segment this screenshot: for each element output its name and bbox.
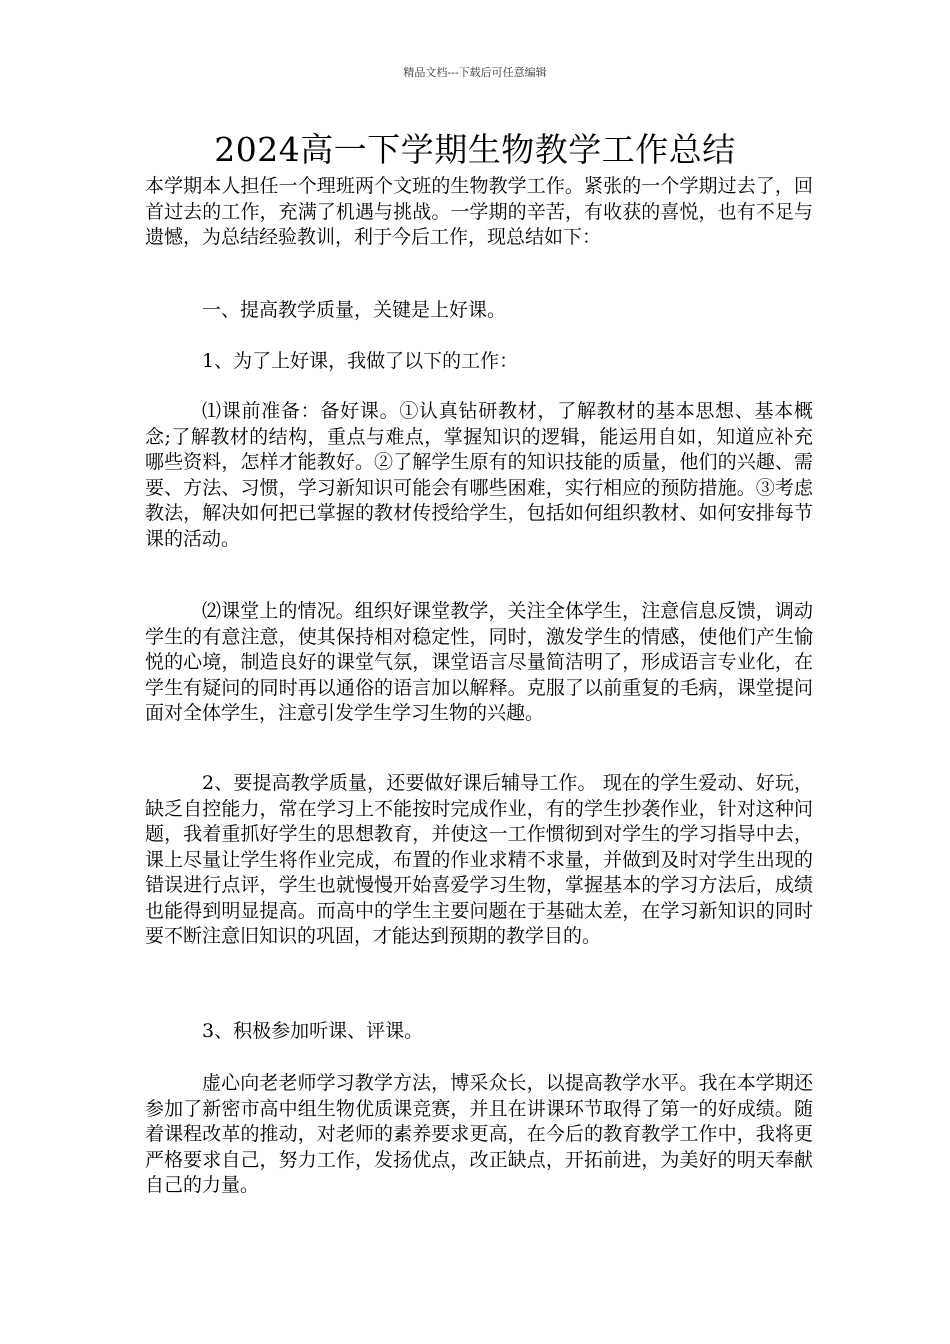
- after-class-paragraph: 2、要提高教学质量，还要做好课后辅导工作。 现在的学生爱动、好玩，缺乏自控能力，常在学习上不能按时完成作业，有的学生抄袭作业，针对这种问题，我着重抓好学生的思想教育，并使这一工作惯彻到对学生的学习指导中去，课上尽量让学生将作业完成，布置的作业求精不求量，并做到及时对学生出现的错误进行点评，学生也就慢慢开始喜爱学习生物，掌握基本的学习方法后，成绩也能得到明显提高。而高中的学生主要问题在于基础太差，在学习新知识的同时要不断注意旧知识的巩固，才能达到预期的教学目的。: [145, 772, 813, 947]
- closing-paragraph: 虚心向老老师学习教学方法，博采众长，以提高教学水平。我在本学期还参加了新密市高中组生物优质课竞赛，并且在讲课环节取得了第一的好成绩。随着课程改革的推动，对老师的素养要求更高，在今后的教育教学工作中，我将更严格要求自己，努力工作，发扬优点，改正缺点，开拓前进，为美好的明天奉献自己的力量。: [145, 1072, 813, 1196]
- item-1-heading: 1、为了上好课，我做了以下的工作：: [202, 350, 519, 372]
- lesson-preparation-paragraph: ⑴课前准备：备好课。①认真钻研教材，了解教材的基本思想、基本概念;了解教材的结构，重点与难点，掌握知识的逻辑，能运用自如，知道应补充哪些资料，怎样才能教好。②了解学生原有的知识技能的质量，他们的兴趣、需要、方法、习惯，学习新知识可能会有哪些困难，实行相应的预防措施。③考虑教法，解决如何把已掌握的教材传授给学生，包括如何组织教材、如何安排每节课的活动。: [145, 400, 813, 550]
- document-title: 2024高一下学期生物教学工作总结: [214, 130, 736, 169]
- section-heading-1: 一、提高教学质量，关键是上好课。: [202, 299, 507, 321]
- item-3-heading: 3、积极参加听课、评课。: [202, 1020, 424, 1042]
- intro-paragraph: 本学期本人担任一个理班两个文班的生物教学工作。紧张的一个学期过去了，回首过去的工作，充满了机遇与挑战。一学期的辛苦，有收获的喜悦，也有不足与遗憾，为总结经验教训，利于今后工作，现总结如下：: [145, 175, 813, 248]
- classroom-paragraph: ⑵课堂上的情况。组织好课堂教学，关注全体学生，注意信息反馈，调动学生的有意注意，使其保持相对稳定性，同时，激发学生的情感，使他们产生愉悦的心境，制造良好的课堂气氛，课堂语言尽量简洁明了，形成语言专业化，在学生有疑问的同时再以通俗的语言加以解释。克服了以前重复的毛病，课堂提问面对全体学生，注意引发学生学习生物的兴趣。: [145, 600, 813, 724]
- header-note: 精品文档---下载后可任意编辑: [403, 66, 547, 79]
